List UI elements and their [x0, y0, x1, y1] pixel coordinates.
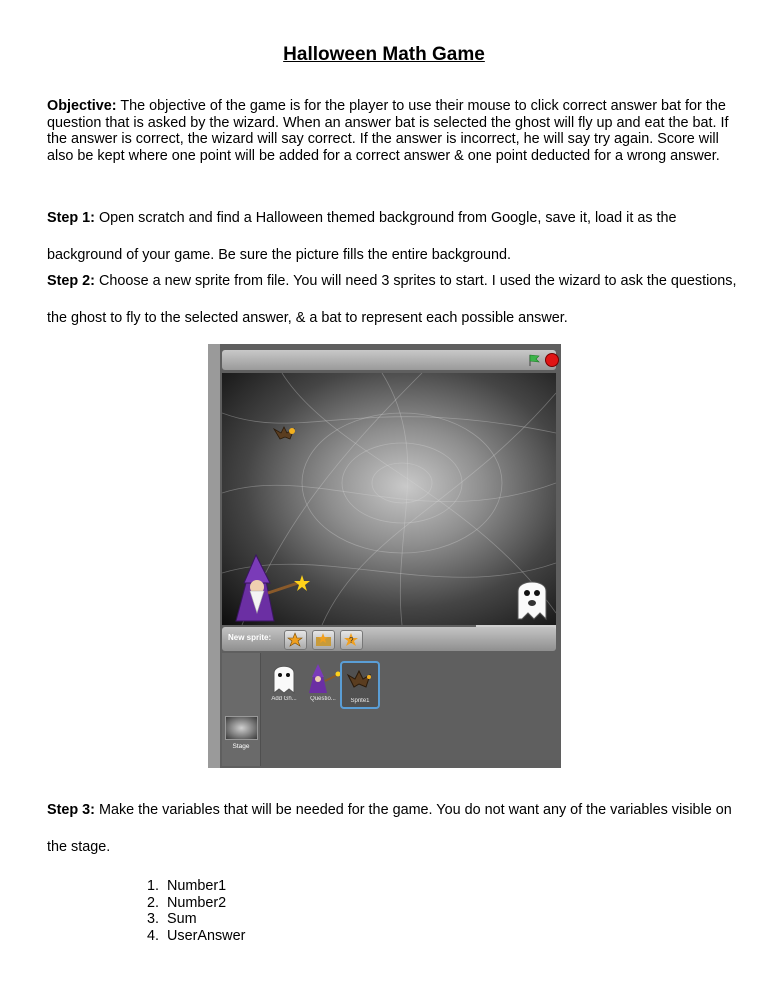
bat-sprite-icon[interactable]: [272, 423, 298, 445]
new-sprite-label: New sprite:: [228, 633, 272, 642]
sprite-thumb-wizard[interactable]: [305, 661, 341, 705]
list-item: 2. Number2: [146, 894, 227, 911]
scratch-left-edge: [208, 344, 220, 768]
stop-button[interactable]: [545, 353, 559, 367]
step2-label: Step 2:: [47, 273, 95, 289]
step3-paragraph: [47, 792, 737, 866]
scratch-screenshot: [208, 344, 561, 768]
step2-text: Choose a new sprite from file. You will need 3 sprites to start. I used the wizard to ask the questions, the ghost to fly to the selected answer, & a bat to represent each possible answer.: [47, 273, 737, 326]
ghost-sprite-icon[interactable]: [512, 573, 552, 621]
paintbrush-star-icon: [285, 631, 306, 649]
ghost-thumb-icon: [266, 661, 302, 695]
stage-canvas[interactable]: [222, 373, 556, 625]
paint-new-sprite-button[interactable]: [284, 630, 307, 650]
sprite-name: Sprite1: [350, 698, 370, 704]
step3-label: Step 3:: [47, 802, 95, 818]
objective-paragraph: [47, 98, 737, 164]
list-item: 1. Number1: [146, 878, 227, 894]
choose-sprite-from-file-button[interactable]: [312, 630, 335, 650]
page-title: Halloween Math Game: [283, 44, 485, 65]
sprite-name: Questio...: [310, 696, 336, 702]
objective-text: The objective of the game is for the player to use their mouse to click correct answer bat for the question that is asked by the wizard. When an answer bat is selected the ghost will fly up and eat the bat. If the answer is correct, the wizard will say correct. If the answer is incorrect, he will say try again. Score will also be kept where one point will be added for a correct answer & one point deducted for a wrong answer.: [47, 98, 729, 164]
bat-thumb-icon: [342, 663, 378, 697]
step3-text: Make the variables that will be needed for the game. You do not want any of the variables visible on the stage.: [47, 802, 732, 855]
wizard-sprite-icon[interactable]: [226, 553, 316, 623]
variables-list: [135, 878, 245, 944]
list-item: 3. Sum: [146, 911, 197, 927]
list-item: 4. UserAnswer: [146, 927, 246, 944]
sprite-name: Add Gh...: [271, 696, 297, 702]
objective-label: Objective:: [47, 98, 117, 114]
wizard-thumb-icon: [305, 661, 341, 695]
stage-panel[interactable]: [222, 653, 261, 766]
step1-label: Step 1:: [47, 210, 95, 226]
new-sprite-bar: [222, 627, 556, 651]
green-flag-icon[interactable]: [528, 354, 540, 366]
surprise-sprite-button[interactable]: [340, 630, 363, 650]
sprite-thumb-ghost[interactable]: [266, 661, 302, 705]
stage-thumbnail[interactable]: [225, 716, 258, 740]
stage-toolbar: [222, 350, 556, 370]
sprite-thumb-bat-selected[interactable]: [340, 661, 380, 709]
question-star-icon: [341, 631, 362, 649]
svg-text:?: ?: [349, 636, 354, 645]
folder-star-icon: [313, 631, 334, 649]
stage-label: Stage: [232, 743, 250, 750]
step2-paragraph: [47, 263, 737, 337]
step1-text: Open scratch and find a Halloween themed background from Google, save it, load it as the background of your game. Be sure the picture fills the entire background.: [47, 210, 677, 263]
